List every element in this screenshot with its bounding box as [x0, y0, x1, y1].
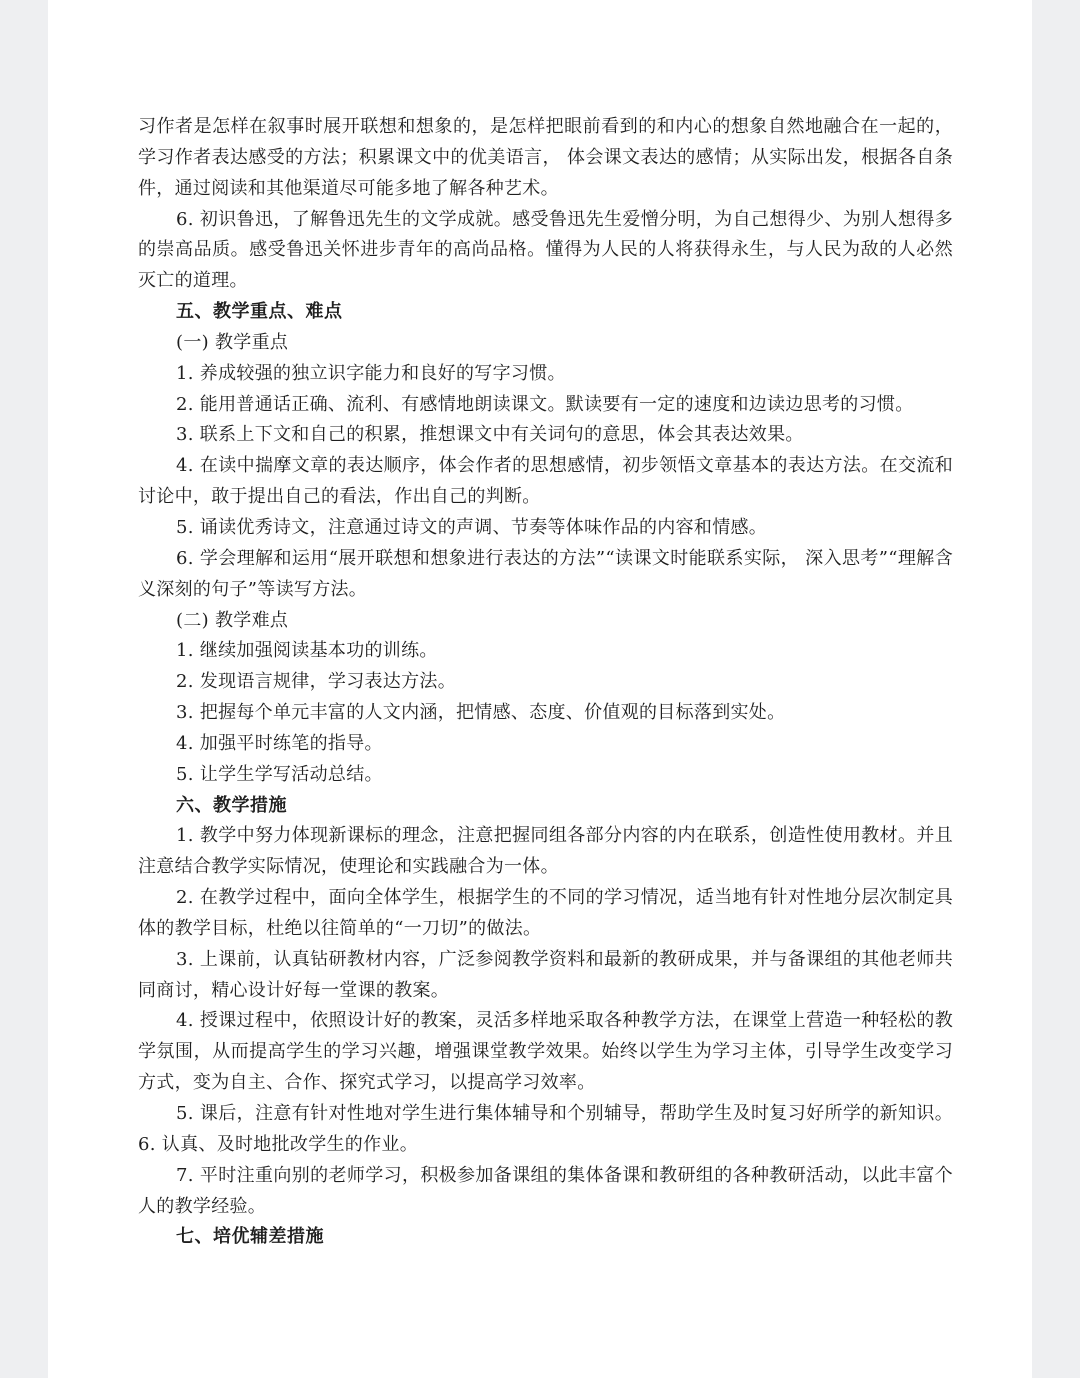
list-item: 4. 加强平时练笔的指导。 — [176, 732, 383, 754]
list-item: 3. 上课前，认真钻研教材内容，广泛参阅教学资料和最新的教研成果，并与备课组的其他老师共同商讨，精心设计好每一堂课的教案。 — [138, 948, 953, 1001]
list-item: 7. 平时注重向别的老师学习，积极参加备课组的集体备课和教研组的各种教研活动，以此丰富个人的教学经验。 — [138, 1164, 953, 1217]
list-item: 1. 养成较强的独立识字能力和良好的写字习惯。 — [176, 362, 566, 384]
list-item: 4. 授课过程中，依照设计好的教案，灵活多样地采取各种教学方法，在课堂上营造一种轻松的教学氛围，从而提高学生的学习兴趣，增强课堂教学效果。始终以学生为学习主体，引导学生改变学习方式，变为自主、合作、探究式学习，以提高学习效率。 — [138, 1010, 953, 1094]
list-item: 2. 在教学过程中，面向全体学生，根据学生的不同的学习情况，适当地有针对性地分层次制定具体的教学目标，杜绝以往简单的“一刀切”的做法。 — [138, 887, 953, 939]
section-heading: 六、教学措施 — [176, 794, 287, 816]
list-item: 6. 初识鲁迅，了解鲁迅先生的文学成就。感受鲁迅先生爱憎分明，为自己想得少、为别人想得多的崇高品质。感受鲁迅关怀进步青年的高尚品格。懂得为人民的人将获得永生，与人民为敌的人必然灭亡的道理。 — [138, 208, 953, 292]
subsection-heading: (一) 教学重点 — [176, 331, 289, 353]
list-item: 1. 继续加强阅读基本功的训练。 — [176, 640, 438, 662]
section-heading: 七、培优辅差措施 — [176, 1226, 324, 1248]
section-heading: 五、教学重点、难点 — [176, 301, 343, 323]
list-item: 5. 课后，注意有针对性地对学生进行集体辅导和个别辅导，帮助学生及时复习好所学的新知识。 6. 认真、及时地批改学生的作业。 — [138, 1103, 953, 1155]
list-item: 3. 联系上下文和自己的积累，推想课文中有关词句的意思，体会其表达效果。 — [176, 424, 804, 446]
list-item: 2. 能用普通话正确、流利、有感情地朗读课文。默读要有一定的速度和边读边思考的习惯。 — [176, 393, 914, 415]
list-item: 1. 教学中努力体现新课标的理念，注意把握同组各部分内容的内在联系，创造性使用教材。并且注意结合教学实际情况，使理论和实践融合为一体。 — [138, 825, 953, 878]
list-item: 4. 在读中揣摩文章的表达顺序，体会作者的思想感情，初步领悟文章基本的表达方法。在交流和讨论中，敢于提出自己的看法，作出自己的判断。 — [138, 455, 953, 508]
list-item: 3. 把握每个单元丰富的人文内涵，把情感、态度、价值观的目标落到实处。 — [176, 702, 786, 724]
document-page — [48, 0, 1032, 1378]
list-item: 5. 让学生学写活动总结。 — [176, 763, 383, 785]
document-body — [138, 112, 953, 1253]
list-item: 5. 诵读优秀诗文，注意通过诗文的声调、节奏等体味作品的内容和情感。 — [176, 516, 768, 538]
subsection-heading: (二) 教学难点 — [176, 609, 289, 631]
list-item: 6. 学会理解和运用“展开联想和想象进行表达的方法”“读课文时能联系实际， 深入思考”“理解含义深刻的句子”等读写方法。 — [138, 547, 953, 600]
paragraph-continued: 习作者是怎样在叙事时展开联想和想象的，是怎样把眼前看到的和内心的想象自然地融合在一起的，学习作者表达感受的方法；积累课文中的优美语言， 体会课文表达的感情；从实际出发，根据各自条件，通过阅读和其他渠道尽可能多地了解各种艺术。 — [138, 116, 953, 199]
list-item: 2. 发现语言规律，学习表达方法。 — [176, 671, 456, 693]
